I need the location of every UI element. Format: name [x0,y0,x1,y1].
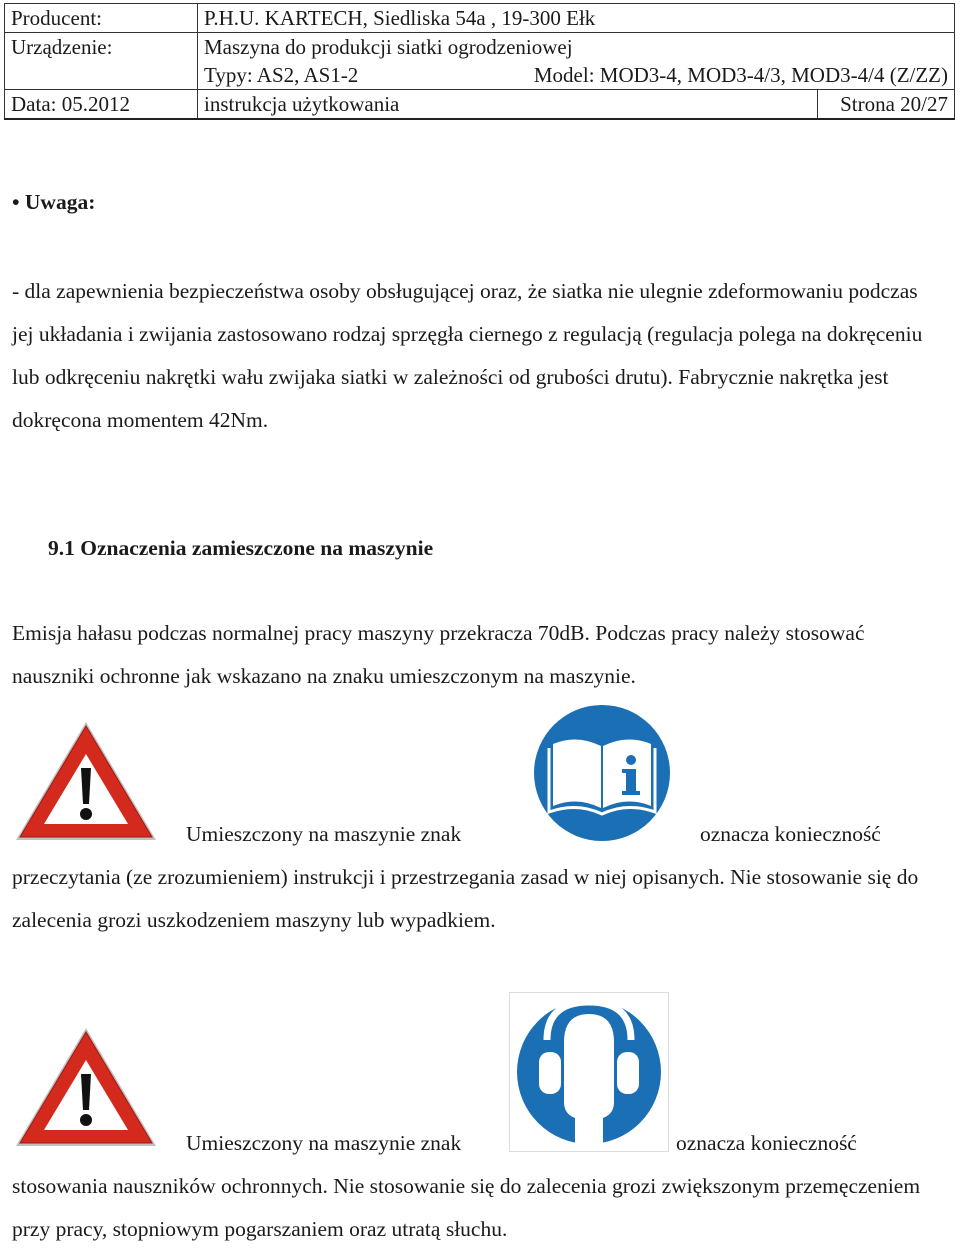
sign1-lead: Umieszczony na maszynie znak [186,822,462,846]
warning-triangle-icon [12,1024,160,1150]
read-manual-icon [533,704,671,842]
device-label: Urządzenie: [5,33,198,90]
page-number: Strona 20/27 [818,90,955,120]
device-model: Model: MOD3-4, MOD3-4/3, MOD3-4/4 (Z/ZZ) [533,63,948,87]
device-value: Maszyna do produkcji siatki ogrodzeniowej [204,35,573,59]
note-paragraph: - dla zapewnienia bezpieczeństwa osoby obsługującej oraz, że siatka nie ulegnie zdeformowaniu podczas jej układania i zwijania zastosowano rodzaj sprzęgła ciernego z regulacją (regulacja polega na dokręceniu lub odkręceniu nakrętki wału zwijaka siatki w zależności od grubości drutu). Fabrycznie nakrętka jest dokręcona momentem 42Nm. [12,279,923,432]
sign1-tail: oznacza konieczność [700,822,881,846]
warning-triangle-icon [12,718,160,844]
ear-protection-icon [509,992,669,1152]
section-intro: Emisja hałasu podczas normalnej pracy maszyny przekracza 70dB. Podczas pracy należy stosować nauszniki ochronne jak wskazano na znaku umieszczonym na maszynie. [12,621,865,688]
document-header [4,3,955,120]
sign2-tail: oznacza konieczność [676,1131,857,1155]
document-title: instrukcja użytkowania [198,90,818,120]
sign2-lead: Umieszczony na maszynie znak [186,1131,462,1155]
device-cell [198,33,955,90]
producer-value: P.H.U. KARTECH, Siedliska 54a , 19-300 Ełk [198,4,955,33]
date: Data: 05.2012 [5,90,198,120]
sign1-text: przeczytania (ze zrozumieniem) instrukcji i przestrzegania zasad w niej opisanych. Nie stosowanie się do zalecenia grozi uszkodzeniem maszyny lub wypadkiem. [12,865,919,932]
producer-label: Producent: [5,4,198,33]
device-types: Typy: AS2, AS1-2 [204,63,359,87]
note-heading: • Uwaga: [12,190,96,214]
sign2-text: stosowania nauszników ochronnych. Nie stosowanie się do zalecenia grozi zwiększonym przemęczeniem przy pracy, stopniowym pogarszaniem oraz utratą słuchu. [12,1174,921,1241]
section-heading: 9.1 Oznaczenia zamieszczone na maszynie [48,536,434,560]
